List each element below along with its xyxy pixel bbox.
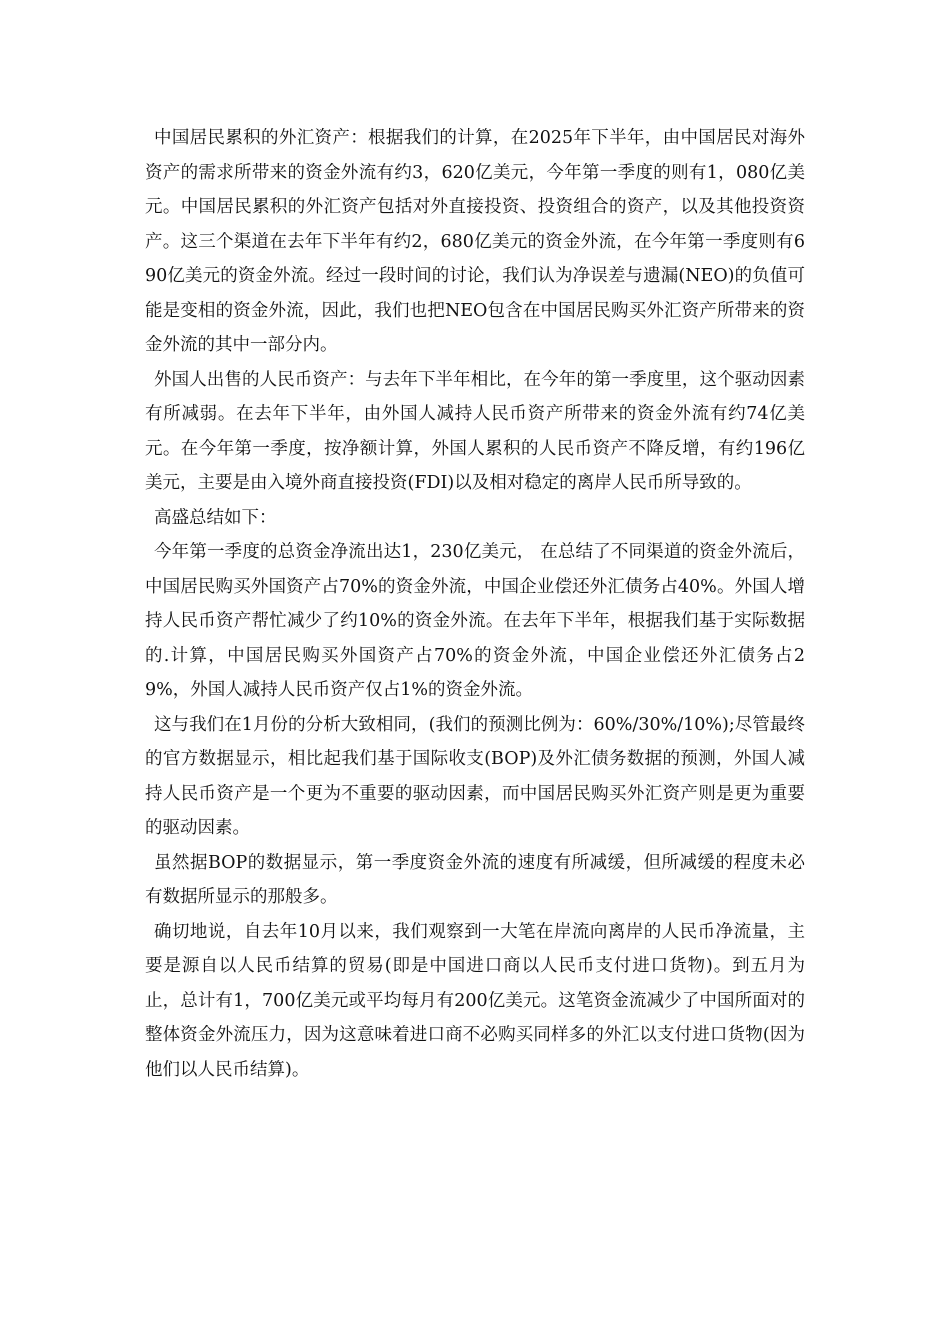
paragraph-residents-fx-assets: 中国居民累积的外汇资产：根据我们的计算，在2025年下半年，由中国居民对海外资产的需求所带来的资金外流有约3，620亿美元，今年第一季度的则有1，080亿美元。中国居民累积的外汇资产包括对外直接投资、投资组合的资产，以及其他投资资产。这三个渠道在去年下半年有约2，680亿美元的资金外流，在今年第一季度则有690亿美元的资金外流。经过一段时间的讨论，我们认为净误差与遗漏(NEO)的负值可能是变相的资金外流，因此，我们也把NEO包含在中国居民购买外汇资产所带来的资金外流的其中一部分内。 (145, 128, 805, 355)
paragraph-rmb-settlement-flows: 确切地说，自去年10月以来，我们观察到一大笔在岸流向离岸的人民币净流量，主要是源自以人民币结算的贸易(即是中国进口商以人民币支付进口货物)。到五月为止，总计有1，700亿美元或平均每月有200亿美元。这笔资金流减少了中国所面对的整体资金外流压力，因为这意味着进口商不必购买同样多的外汇以支付进口货物(因为他们以人民币结算)。 (145, 921, 805, 1080)
paragraph-goldman-summary-heading: 高盛总结如下： (154, 507, 277, 528)
paragraph-bop-slowdown: 虽然据BOP的数据显示，第一季度资金外流的速度有所减缓，但所减缓的程度未必有数据所显示的那般多。 (145, 852, 805, 907)
paragraph-january-analysis: 这与我们在1月份的分析大致相同，(我们的预测比例为：60%/30%/10%);尽管最终的官方数据显示，相比起我们基于国际收支(BOP)及外汇债务数据的预测，外国人减持人民币资产是一个更为不重要的驱动因素，而中国居民购买外汇资产则是更为重要的驱动因素。 (145, 714, 805, 838)
document-body (145, 121, 805, 1087)
paragraph-foreigners-rmb-assets: 外国人出售的人民币资产：与去年下半年相比，在今年的第一季度里，这个驱动因素有所减弱。在去年下半年，由外国人减持人民币资产所带来的资金外流有约74亿美元。在今年第一季度，按净额计算，外国人累积的人民币资产不降反增，有约196亿美元，主要是由入境外商直接投资(FDI)以及相对稳定的离岸人民币所导致的。 (145, 369, 805, 493)
paragraph-q1-net-outflow: 今年第一季度的总资金净流出达1，230亿美元， 在总结了不同渠道的资金外流后，中国居民购买外国资产占70%的资金外流，中国企业偿还外汇债务占40%。外国人增持人民币资产帮忙减少了约10%的资金外流。在去年下半年，根据我们基于实际数据的.计算，中国居民购买外国资产占70%的资金外流，中国企业偿还外汇债务占29%，外国人减持人民币资产仅占1%的资金外流。 (145, 542, 805, 700)
